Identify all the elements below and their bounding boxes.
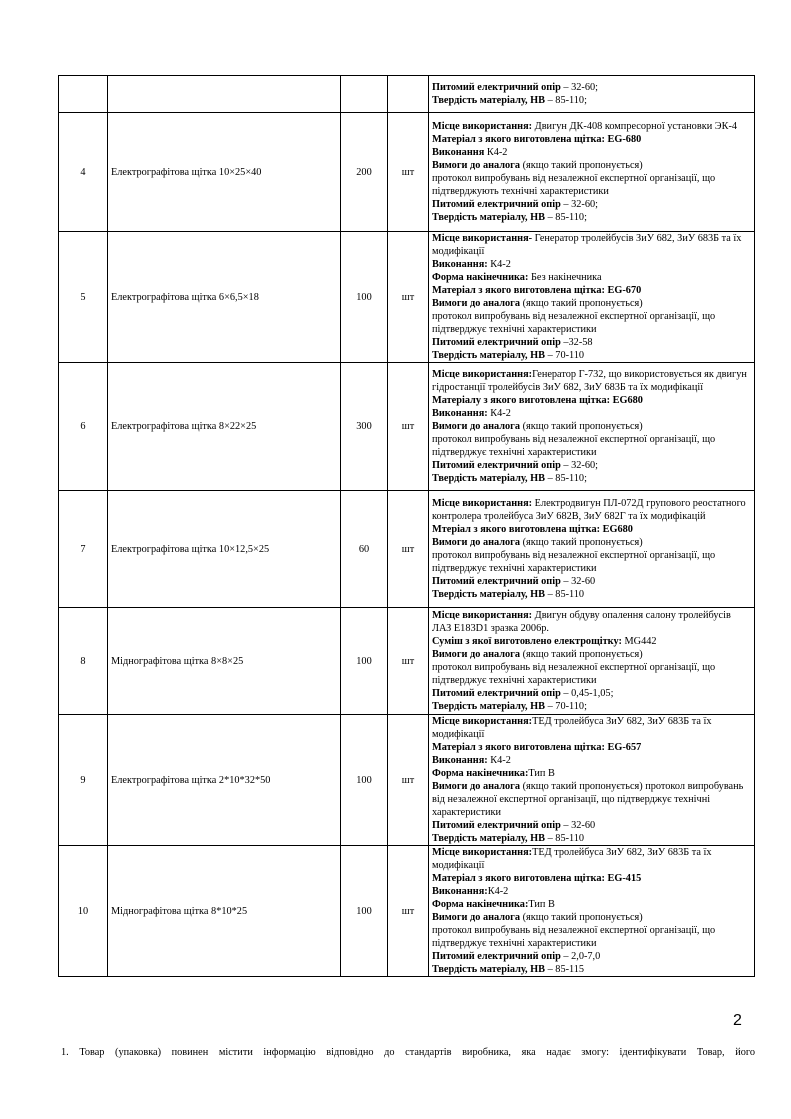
description-label: Виконання: — [432, 259, 488, 270]
description-line — [432, 133, 751, 146]
description-line — [432, 349, 751, 362]
description-line — [432, 420, 751, 433]
description-line — [432, 232, 751, 258]
description-label: Виконання: — [432, 886, 488, 897]
description-value: – 32-60; — [560, 82, 598, 93]
description-line — [432, 159, 751, 172]
item-name — [108, 76, 341, 113]
description-label: Твердість матеріалу, НВ — [432, 833, 545, 844]
item-description — [429, 491, 755, 608]
description-value: протокол випробувань від незалежної експертної організації, що підтверджує технічні характеристики — [432, 662, 716, 686]
item-unit — [388, 76, 429, 113]
item-name: Електрографітова щітка 6×6,5×18 — [108, 232, 341, 363]
item-number: 6 — [59, 363, 108, 491]
description-line — [432, 575, 751, 588]
item-unit: шт — [388, 363, 429, 491]
description-label: Місце використання: — [432, 610, 533, 621]
description-line — [432, 258, 751, 271]
description-line — [432, 898, 751, 911]
description-label: Твердість матеріалу, НВ — [432, 473, 545, 484]
description-label: Вимоги до аналога — [432, 160, 521, 171]
description-value: К4-2 — [487, 886, 509, 897]
description-value: протокол випробувань від незалежної експертної організації, що підтверджує технічні характеристики — [432, 550, 716, 574]
description-line — [432, 635, 751, 648]
description-line — [432, 924, 751, 950]
item-name: Міднографітова щітка 8×8×25 — [108, 608, 341, 715]
item-unit: шт — [388, 608, 429, 715]
item-quantity: 100 — [341, 232, 388, 363]
description-line — [432, 609, 751, 635]
item-quantity: 60 — [341, 491, 388, 608]
description-value: протокол випробувань від незалежної експертної організації, що підтверджує технічні характеристики — [432, 434, 716, 458]
description-line — [432, 911, 751, 924]
description-line — [432, 81, 751, 94]
description-label: Питомий електричний опір — [432, 82, 561, 93]
table-row — [59, 608, 755, 715]
description-value: К4-2 — [487, 259, 511, 270]
description-line — [432, 472, 751, 485]
description-label: Матеріал з якого виготовлена щітка: EG-680 — [432, 134, 642, 145]
table-row — [59, 491, 755, 608]
item-quantity: 200 — [341, 113, 388, 232]
item-unit: шт — [388, 715, 429, 846]
specification-table — [58, 75, 755, 977]
description-value: Двигун обдуву опалення салону тролейбусів ЛАЗ Е183D1 зразка 2006р. — [432, 610, 731, 634]
item-number: 8 — [59, 608, 108, 715]
item-description — [429, 232, 755, 363]
description-line — [432, 94, 751, 107]
description-label: Вимоги до аналога — [432, 421, 521, 432]
description-line — [432, 536, 751, 549]
description-value: – 85-110; — [545, 212, 587, 223]
description-value: (якщо такий пропонується) — [520, 649, 643, 660]
description-value: Без накінечника — [528, 272, 602, 283]
description-line — [432, 433, 751, 459]
item-number: 7 — [59, 491, 108, 608]
page-number: 2 — [733, 1012, 742, 1029]
description-value: Генератор тролейбусів ЗиУ 682, ЗиУ 683Б та їх модифікації — [432, 233, 742, 257]
description-line — [432, 146, 751, 159]
description-line — [432, 198, 751, 211]
item-name: Електрографітова щітка 2*10*32*50 — [108, 715, 341, 846]
description-line — [432, 661, 751, 687]
table-row — [59, 363, 755, 491]
description-label: Місце використання: — [432, 121, 533, 132]
description-line — [432, 846, 751, 872]
description-label: Твердість матеріалу, НВ — [432, 701, 545, 712]
description-value: – 32-60 — [560, 576, 596, 587]
description-label: Твердість матеріалу, НВ — [432, 964, 545, 975]
description-line — [432, 394, 751, 407]
description-value: (якщо такий пропонується) — [520, 298, 643, 309]
description-value: Тип В — [528, 768, 555, 779]
description-label: Матеріал з якого виготовлена щітка: EG-415 — [432, 873, 642, 884]
description-label: Твердість матеріалу, НВ — [432, 350, 545, 361]
description-label: Твердість матеріалу, НВ — [432, 589, 545, 600]
description-line — [432, 715, 751, 741]
table-row — [59, 846, 755, 977]
description-label: Питомий електричний опір — [432, 460, 561, 471]
description-label: Вимоги до аналога — [432, 912, 521, 923]
description-value: – 70-110; — [545, 701, 587, 712]
item-quantity: 100 — [341, 846, 388, 977]
item-name: Міднографітова щітка 8*10*25 — [108, 846, 341, 977]
description-value: – 32-60 — [560, 820, 596, 831]
description-line — [432, 754, 751, 767]
item-number: 4 — [59, 113, 108, 232]
description-label: Місце використання: — [432, 498, 533, 509]
description-value: Тип В — [528, 899, 555, 910]
item-name: Електрографітова щітка 8×22×25 — [108, 363, 341, 491]
description-label: Питомий електричний опір — [432, 688, 561, 699]
description-line — [432, 780, 751, 819]
description-value: К4-2 — [484, 147, 508, 158]
description-value: К4-2 — [487, 408, 511, 419]
description-value: ТЕД тролейбуса ЗиУ 682, ЗиУ 683Б та їх модифікації — [432, 716, 712, 740]
description-label: Питомий електричний опір — [432, 337, 561, 348]
description-value: ТЕД тролейбуса ЗиУ 682, ЗиУ 683Б та їх модифікації — [432, 847, 712, 871]
description-label: Матеріалу з якого виготовлена щітка: EG680 — [432, 395, 643, 406]
item-name: Електрографітова щітка 10×25×40 — [108, 113, 341, 232]
description-line — [432, 832, 751, 845]
description-line — [432, 310, 751, 336]
description-value: – 2,0-7,0 — [560, 951, 601, 962]
description-value: –32-58 — [560, 337, 593, 348]
description-value: Генератор Г-732, що використовується як двигун гідростанції тролейбусів ЗиУ 682, ЗиУ 683Б та їх модифікації — [432, 369, 747, 393]
description-label: Твердість матеріалу, НВ — [432, 212, 545, 223]
description-label: Виконання — [432, 147, 485, 158]
description-line — [432, 523, 751, 536]
description-label: Питомий електричний опір — [432, 199, 561, 210]
specification-table-body — [59, 76, 755, 977]
description-value: – 85-110 — [545, 589, 585, 600]
item-number: 5 — [59, 232, 108, 363]
description-line — [432, 950, 751, 963]
description-line — [432, 741, 751, 754]
description-label: Місце використання: — [432, 847, 533, 858]
description-line — [432, 459, 751, 472]
item-unit: шт — [388, 491, 429, 608]
description-value: – 85-110; — [545, 473, 587, 484]
description-label: Місце використання- — [432, 233, 533, 244]
item-quantity: 100 — [341, 715, 388, 846]
item-quantity: 100 — [341, 608, 388, 715]
item-number — [59, 76, 108, 113]
description-line — [432, 767, 751, 780]
description-value: MG442 — [621, 636, 657, 647]
description-label: Питомий електричний опір — [432, 951, 561, 962]
description-label: Мтеріал з якого виготовлена щітка: EG680 — [432, 524, 633, 535]
item-description — [429, 715, 755, 846]
description-value: (якщо такий пропонується) протокол випробувань від незалежної експертної організації, що підтверджує технічні характеристики — [432, 781, 744, 818]
description-label: Форма накінечника: — [432, 899, 529, 910]
description-label: Виконання: — [432, 408, 488, 419]
description-line — [432, 648, 751, 661]
description-label: Питомий електричний опір — [432, 820, 561, 831]
table-row — [59, 232, 755, 363]
description-value: (якщо такий пропонується) — [520, 160, 643, 171]
description-line — [432, 336, 751, 349]
description-value: (якщо такий пропонується) — [520, 912, 643, 923]
table-row — [59, 76, 755, 113]
item-unit: шт — [388, 113, 429, 232]
item-description — [429, 363, 755, 491]
description-label: Вимоги до аналога — [432, 781, 521, 792]
description-label: Матеріал з якого виготовлена щітка: EG-670 — [432, 285, 642, 296]
item-quantity — [341, 76, 388, 113]
description-label: Форма накінечника: — [432, 768, 529, 779]
item-number: 9 — [59, 715, 108, 846]
footnote: 1. Товар (упаковка) повинен містити інформацію відповідно до стандартів виробника, яка надає змогу: ідентифікувати Товар, його — [61, 1047, 755, 1058]
description-label: Вимоги до аналога — [432, 537, 521, 548]
description-line — [432, 297, 751, 310]
description-line — [432, 885, 751, 898]
table-row — [59, 715, 755, 846]
description-line — [432, 497, 751, 523]
table-row — [59, 113, 755, 232]
item-name: Електрографітова щітка 10×12,5×25 — [108, 491, 341, 608]
description-line — [432, 172, 751, 198]
item-number: 10 — [59, 846, 108, 977]
item-description — [429, 846, 755, 977]
description-value: – 85-110 — [545, 833, 585, 844]
description-line — [432, 549, 751, 575]
item-unit: шт — [388, 232, 429, 363]
description-label: Твердість матеріалу, НВ — [432, 95, 545, 106]
description-label: Місце використання: — [432, 716, 533, 727]
description-line — [432, 687, 751, 700]
description-line — [432, 211, 751, 224]
description-value: – 70-110 — [545, 350, 585, 361]
item-unit: шт — [388, 846, 429, 977]
description-label: Вимоги до аналога — [432, 298, 521, 309]
item-quantity: 300 — [341, 363, 388, 491]
description-line — [432, 368, 751, 394]
description-value: К4-2 — [487, 755, 511, 766]
description-value: Електродвигун ПЛ-072Д групового реостатного контролера тролейбуса ЗиУ 682В, ЗиУ 682Г та їх модифікацій — [432, 498, 746, 522]
description-label: Суміш з якої виготовлено електрощітку: — [432, 636, 622, 647]
description-label: Питомий електричний опір — [432, 576, 561, 587]
description-value: протокол випробувань від незалежної експертної організації, що підтверджують технічні характеристики — [432, 173, 716, 197]
description-value: (якщо такий пропонується) — [520, 537, 643, 548]
description-value: – 0,45-1,05; — [560, 688, 614, 699]
description-line — [432, 963, 751, 976]
description-line — [432, 120, 751, 133]
description-label: Вимоги до аналога — [432, 649, 521, 660]
description-value: протокол випробувань від незалежної експертної організації, що підтверджує технічні характеристики — [432, 925, 716, 949]
description-value: – 32-60; — [560, 199, 598, 210]
description-line — [432, 819, 751, 832]
description-line — [432, 872, 751, 885]
description-label: Виконання: — [432, 755, 488, 766]
description-value: (якщо такий пропонується) — [520, 421, 643, 432]
item-description — [429, 76, 755, 113]
description-value: Двигун ДК-408 компресорної установки ЭК-4 — [532, 121, 738, 132]
item-description — [429, 113, 755, 232]
description-label: Форма накінечника: — [432, 272, 529, 283]
description-label: Матеріал з якого виготовлена щітка: EG-657 — [432, 742, 642, 753]
description-line — [432, 588, 751, 601]
description-label: Місце використання: — [432, 369, 533, 380]
description-line — [432, 271, 751, 284]
description-value: протокол випробувань від незалежної експертної організації, що підтверджує технічні характеристики — [432, 311, 716, 335]
description-line — [432, 407, 751, 420]
description-line — [432, 700, 751, 713]
description-value: – 85-115 — [545, 964, 585, 975]
description-value: – 85-110; — [545, 95, 587, 106]
item-description — [429, 608, 755, 715]
description-value: – 32-60; — [560, 460, 598, 471]
description-line — [432, 284, 751, 297]
